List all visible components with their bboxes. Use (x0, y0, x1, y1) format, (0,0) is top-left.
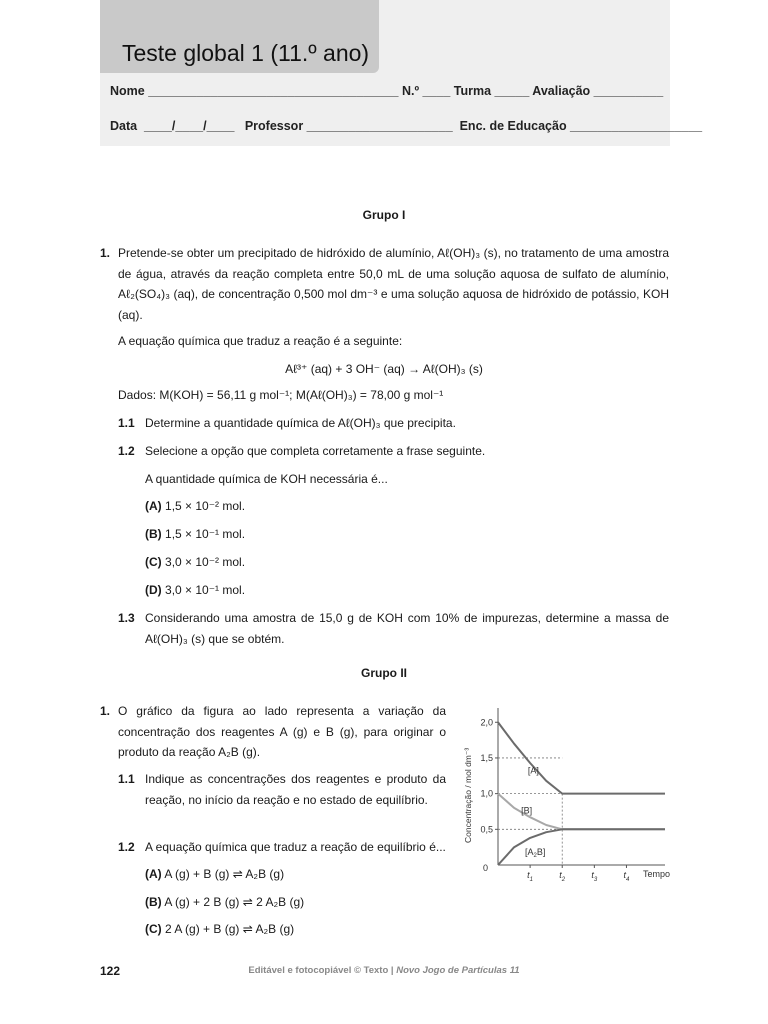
option-text: A (g) + B (g) ⇌ A₂B (g) (164, 867, 285, 881)
g1-q13-text: Considerando uma amostra de 15,0 g de KOH com 10% de impurezas, determine a massa de Aℓ(OH)₃ (s) que se obtém. (145, 611, 669, 646)
y-axis-label: Concentração / mol dm⁻³ (463, 747, 473, 843)
g2-q1-number: 1. (100, 704, 111, 718)
g2-q12-number: 1.2 (118, 840, 135, 854)
option-label: (D) (145, 583, 162, 597)
y-tick-label: 2,0 (480, 717, 493, 728)
y-tick-label: 1,5 (480, 752, 493, 763)
footer-book: Novo Jogo de Partículas 11 (396, 965, 520, 976)
form-line-date: Data ____/____/____ Professor _____________________ Enc. de Educação ___________________ (110, 119, 703, 133)
g2-q11-text: Indique as concentrações dos reagentes e produto da reação, no início da reação e no estado de equilíbrio. (145, 772, 446, 807)
g2-q11-number: 1.1 (118, 772, 135, 786)
x-axis-label: Tempo (643, 869, 671, 879)
option-label: (B) (145, 895, 162, 909)
g1-option-c[interactable] (145, 555, 245, 569)
g2-q1-text: O gráfico da figura ao lado representa a variação da concentração dos reagentes A (g) e B (g), para originar o produto da reação A₂B (g). (118, 704, 446, 759)
g1-equation-intro: A equação química que traduz a reação é a seguinte: (118, 334, 403, 348)
y-tick-label: 0,5 (480, 824, 493, 835)
series-line-2 (498, 829, 665, 865)
g1-q1-text: Pretende-se obter um precipitado de hidróxido de alumínio, Aℓ(OH)₃ (s), no tratamento de uma amostra de água, através da reação completa entre 50,0 mL de uma solução aquosa de sulfato de alumínio, Aℓ₂(SO₄)₃ (aq), de concentração 0,500 mol dm⁻³ e uma solução aquosa de hidróxido de potássio, KOH (aq). (118, 246, 669, 322)
g1-option-a[interactable] (145, 499, 245, 513)
series-label-A2B: $[A_2B]$ (524, 847, 546, 860)
g1-q11-text: Determine a quantidade química de Aℓ(OH)₃ que precipita. (145, 416, 456, 430)
g1-q12-text: Selecione a opção que completa corretamente a frase seguinte. (145, 444, 486, 458)
x-tick-label: $t_4$ (623, 870, 630, 883)
option-label: (C) (145, 922, 162, 936)
g1-dados: Dados: M(KOH) = 56,11 g mol⁻¹; M(Aℓ(OH)₃) = 78,00 g mol⁻¹ (118, 388, 444, 402)
page-number: 122 (100, 964, 121, 978)
option-label: (A) (145, 867, 162, 881)
g1-option-d[interactable] (145, 583, 245, 597)
option-text: 1,5 × 10⁻² mol. (165, 499, 246, 513)
footer-credit (0, 965, 768, 976)
series-label-B: [B] (521, 805, 533, 816)
concentration-chart (455, 700, 675, 890)
g2-option-b[interactable] (145, 895, 304, 909)
g1-q13-number: 1.3 (118, 611, 135, 625)
option-text: 1,5 × 10⁻¹ mol. (165, 527, 246, 541)
option-label: (B) (145, 527, 162, 541)
group2-title: Grupo II (361, 666, 407, 680)
option-text: 3,0 × 10⁻² mol. (165, 555, 246, 569)
x-tick-label: $t_2$ (559, 870, 566, 883)
option-label: (A) (145, 499, 162, 513)
origin-label: 0 (482, 863, 488, 873)
g1-q12-number: 1.2 (118, 444, 135, 458)
g2-option-c[interactable] (145, 922, 294, 936)
x-tick-label: $t_3$ (591, 870, 598, 883)
g1-equation: Aℓ³⁺ (aq) + 3 OH⁻ (aq) → Aℓ(OH)₃ (s) (285, 362, 483, 376)
option-label: (C) (145, 555, 162, 569)
option-text: 2 A (g) + B (g) ⇌ A₂B (g) (165, 922, 295, 936)
g1-q11-number: 1.1 (118, 416, 135, 430)
page-title: Teste global 1 (11.º ano) (122, 40, 370, 66)
g2-option-a[interactable] (145, 867, 284, 881)
option-text: 3,0 × 10⁻¹ mol. (165, 583, 246, 597)
y-tick-label: 1,0 (480, 788, 493, 799)
g2-q12-text: A equação química que traduz a reação de equilíbrio é... (145, 840, 446, 854)
series-label-A: [A] (527, 765, 539, 776)
form-line-name: Nome ____________________________________ N.º ____ Turma _____ Avaliação __________ (110, 84, 664, 98)
group1-title: Grupo I (362, 208, 406, 222)
footer-text: Editável e fotocopiável © Texto | (248, 965, 397, 976)
x-tick-label: $t_1$ (527, 870, 533, 883)
g1-q12-stem: A quantidade química de KOH necessária é... (145, 472, 388, 486)
g1-q1-number: 1. (100, 246, 111, 260)
g1-option-b[interactable] (145, 527, 245, 541)
option-text: A (g) + 2 B (g) ⇌ 2 A₂B (g) (164, 895, 305, 909)
